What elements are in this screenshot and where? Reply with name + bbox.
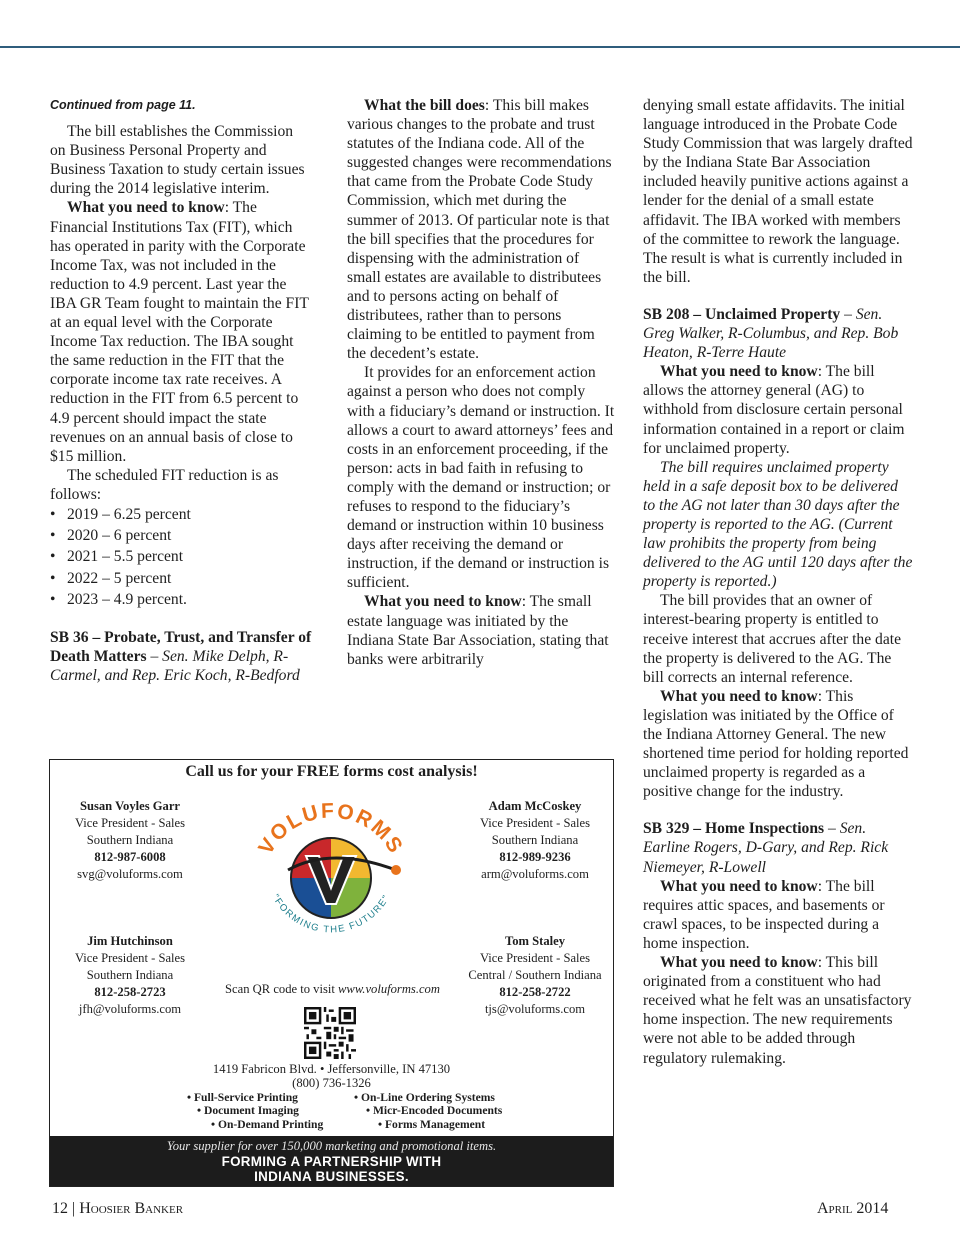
lead-in: What you need to know xyxy=(660,877,818,895)
paragraph xyxy=(643,362,913,457)
paragraph: It provides for an enforcement action against a person who does not comply with a fiduciary’s demand or instruction. It allows a court to award attorneys’ fees and costs in an enforcement proceeding, if the person: acts in bad faith in refusing to comply with the demand or instruction; or refuses to respond to the fiduciary’s demand or instruction within 10 business days after receiving the demand or instruction, if the demand or instruction is sufficient. xyxy=(347,364,615,592)
ad-headline: Call us for your FREE forms cost analysis! xyxy=(185,763,478,780)
service-item: • Micr-Encoded Documents xyxy=(366,1104,503,1118)
voluforms-logo xyxy=(246,786,416,946)
voluforms-advertisement xyxy=(49,759,614,1187)
paragraph-text: : The small estate language was initiated by the Indiana State Bar Association, stating that banks were arbitrarily xyxy=(347,593,609,668)
lead-in: What the bill does xyxy=(364,97,485,114)
contact-title: Vice President - Sales xyxy=(74,951,186,965)
services-list-right xyxy=(354,1091,502,1131)
list-item: • 2020 – 6 percent xyxy=(50,525,312,546)
paragraph xyxy=(643,877,913,953)
paragraph-text: : This bill makes various changes to the probate and trust statutes of the Indiana code. All of the suggested changes were recommendations that came from the Probate Code Study Commission, which met during the summer of 2013. Of particular note is that the bill specifies that the procedures for dispensing with the administration of small estates are available to distributees and to persons acting on behalf of distributees, rather than to persons claiming to be entitled to payment from the decedent’s estate. xyxy=(347,97,612,363)
lead-in: What you need to know xyxy=(660,954,818,972)
contact-name: Jim Hutchinson xyxy=(87,934,173,948)
paragraph-text: : This bill originated from a constituent who had received what he felt was an unsatisfactory home inspection. The new requirements were not able to be added through regulatory rulemaking. xyxy=(643,954,912,1067)
article-column-2 xyxy=(347,96,615,669)
paragraph-italic: The bill requires unclaimed property held in a safe deposit box to be delivered to the AG not later than 30 days after the property is reported to the AG. (Current law prohibits the property from being delivered to the AG until 120 days after the property is reported.) xyxy=(643,458,913,591)
paragraph xyxy=(347,96,615,363)
qr-caption-text: Scan QR code to visit xyxy=(225,982,339,996)
contact-title: Vice President - Sales xyxy=(74,816,186,830)
paragraph: The bill provides that an owner of interest-bearing property is entitled to receive interest that accrues after the date the property is delivered to the AG. The bill corrects an internal reference. xyxy=(643,592,902,686)
contact-name: Tom Staley xyxy=(504,934,566,948)
brand-text: VOLUFORMS xyxy=(254,799,408,859)
contact-email[interactable]: tjs@voluforms.com xyxy=(484,1002,586,1016)
bill-title: SB 36 – Probate, Trust, and Transfer of Death Matters xyxy=(50,628,312,666)
contact-phone: 812-258-2722 xyxy=(499,985,571,999)
banner-line: FORMING A PARTNERSHIP WITH xyxy=(221,1154,442,1169)
services-list-left xyxy=(187,1091,323,1131)
magazine-name: Hoosier Banker xyxy=(79,1200,184,1217)
bill-heading-sb329 xyxy=(643,819,913,876)
bill-title: SB 329 – Home Inspections xyxy=(643,820,825,838)
article-column-3 xyxy=(643,96,913,1068)
paragraph xyxy=(643,687,913,802)
ad-footer-banner xyxy=(50,1136,613,1186)
banner-line: INDIANA BUSINESSES. xyxy=(254,1169,409,1184)
paragraph xyxy=(347,592,615,668)
slogan-text: "FORMING THE FUTURE" xyxy=(269,892,393,936)
page-number: 12 xyxy=(52,1200,68,1217)
sales-contact xyxy=(455,798,615,883)
logo-graphic xyxy=(246,786,416,946)
contact-title: Vice President - Sales xyxy=(479,816,591,830)
sales-contact xyxy=(455,933,615,1018)
paragraph-text: : This legislation was initiated by the Office of the Indiana Attorney General. The new shortened time period for holding reported unclaimed property is regarded as a positive change for the industry. xyxy=(643,687,909,801)
qr-code[interactable] xyxy=(304,1007,356,1059)
bill-sponsors: – Sen. Mike Delph, R-Carmel, and Rep. Eric Koch, R-Bedford xyxy=(50,648,300,685)
ad-tagline: Your supplier for over 150,000 marketing and promotional items. xyxy=(166,1139,497,1153)
fit-reduction-list xyxy=(50,504,312,610)
sales-contact xyxy=(50,798,210,883)
bill-title: SB 208 – Unclaimed Property xyxy=(643,305,841,323)
list-item: • 2023 – 4.9 percent. xyxy=(50,589,312,610)
contact-email[interactable]: svg@voluforms.com xyxy=(77,867,183,881)
continued-note: Continued from page 11. xyxy=(50,98,196,112)
service-item: • On-Line Ordering Systems xyxy=(354,1091,495,1104)
company-address xyxy=(50,1062,613,1090)
orbit-dot xyxy=(391,865,401,875)
service-item: • On-Demand Printing xyxy=(211,1117,324,1131)
contact-email[interactable]: arm@voluforms.com xyxy=(481,867,589,881)
lead-in: What you need to know xyxy=(660,363,818,381)
paragraph xyxy=(643,953,913,1068)
paragraph: The scheduled FIT reduction is as follows: xyxy=(50,466,279,503)
lead-in: What you need to know xyxy=(364,593,522,611)
issue-date: April 2014 xyxy=(817,1200,889,1217)
contact-region: Southern Indiana xyxy=(86,968,174,982)
paragraph: The bill establishes the Commission on Business Personal Property and Business Taxation to study certain issues during the 2014 legislative interim. xyxy=(50,123,305,198)
sales-contact xyxy=(50,933,210,1018)
contact-phone: 812-989-9236 xyxy=(499,850,571,864)
paragraph-text: : The Financial Institutions Tax (FIT), which has operated in parity with the Corporate Income Tax, was not included in the reduction to 4.9 percent. Last year the IBA GR Team fought to maintain the FIT at an equal level with the Corporate Income Tax reduction. The IBA sought the same reduction in the FIT that the corporate income tax rate receives. A reduction in the FIT from 6.5 percent to 4.9 percent should impact the state revenues on an annual basis of close to $15 million. xyxy=(50,199,309,465)
contact-phone: 812-987-6008 xyxy=(94,850,166,864)
contact-title: Vice President - Sales xyxy=(479,951,591,965)
contact-region: Central / Southern Indiana xyxy=(468,968,602,982)
address-line: 1419 Fabricon Blvd. • Jeffersonville, IN 47130 xyxy=(212,1062,451,1076)
service-item: • Document Imaging xyxy=(197,1104,299,1118)
contact-email[interactable]: jfh@voluforms.com xyxy=(78,1002,182,1016)
list-item: • 2021 – 5.5 percent xyxy=(50,546,312,567)
bill-sponsors: – Sen. Earline Rogers, D-Gary, and Rep. Rick Niemeyer, R-Lowell xyxy=(643,820,889,876)
article-column-1 xyxy=(50,96,312,685)
contact-name: Susan Voyles Garr xyxy=(79,799,181,813)
lead-in: What you need to know xyxy=(660,687,818,705)
footer-separator: | xyxy=(72,1200,76,1217)
service-item: • Full-Service Printing xyxy=(187,1091,298,1104)
paragraph xyxy=(50,198,312,465)
paragraph: denying small estate affidavits. The initial language introduced in the Probate Code Study Commission that was largely drafted by the Indiana State Bar Association included heavily punitive actions against a lender for the denial of a small estate affidavit. The IBA worked with members of the committee to rework the language. The result is what is currently included in the bill. xyxy=(643,97,913,286)
qr-caption xyxy=(210,982,455,997)
bill-heading-sb208 xyxy=(643,305,913,362)
contact-name: Adam McCoskey xyxy=(488,799,582,813)
lead-in: What you need to know xyxy=(67,199,225,217)
logo-circle xyxy=(291,838,371,918)
top-rule xyxy=(0,46,960,48)
bill-heading-sb36 xyxy=(50,628,312,685)
list-item: • 2019 – 6.25 percent xyxy=(50,504,312,525)
contact-phone: 812-258-2723 xyxy=(94,985,166,999)
page-footer-left xyxy=(52,1200,183,1218)
service-item: • Forms Management xyxy=(378,1117,486,1131)
list-item: • 2022 – 5 percent xyxy=(50,568,312,589)
company-phone: (800) 736-1326 xyxy=(292,1076,371,1090)
paragraph-text: : The bill allows the attorney general (AG) to withhold from disclosure certain personal information contained in a report or claim for unclaimed property. xyxy=(643,363,905,457)
contact-region: Southern Indiana xyxy=(491,833,579,847)
bill-sponsors: – Sen. Greg Walker, R-Columbus, and Rep. Bob Heaton, R-Terre Haute xyxy=(643,305,899,362)
website-link[interactable]: www.voluforms.com xyxy=(338,982,440,996)
contact-region: Southern Indiana xyxy=(86,833,174,847)
paragraph-text: : The bill requires attic spaces, and basements or crawl spaces, to be inspected during a home inspection. xyxy=(643,877,885,952)
